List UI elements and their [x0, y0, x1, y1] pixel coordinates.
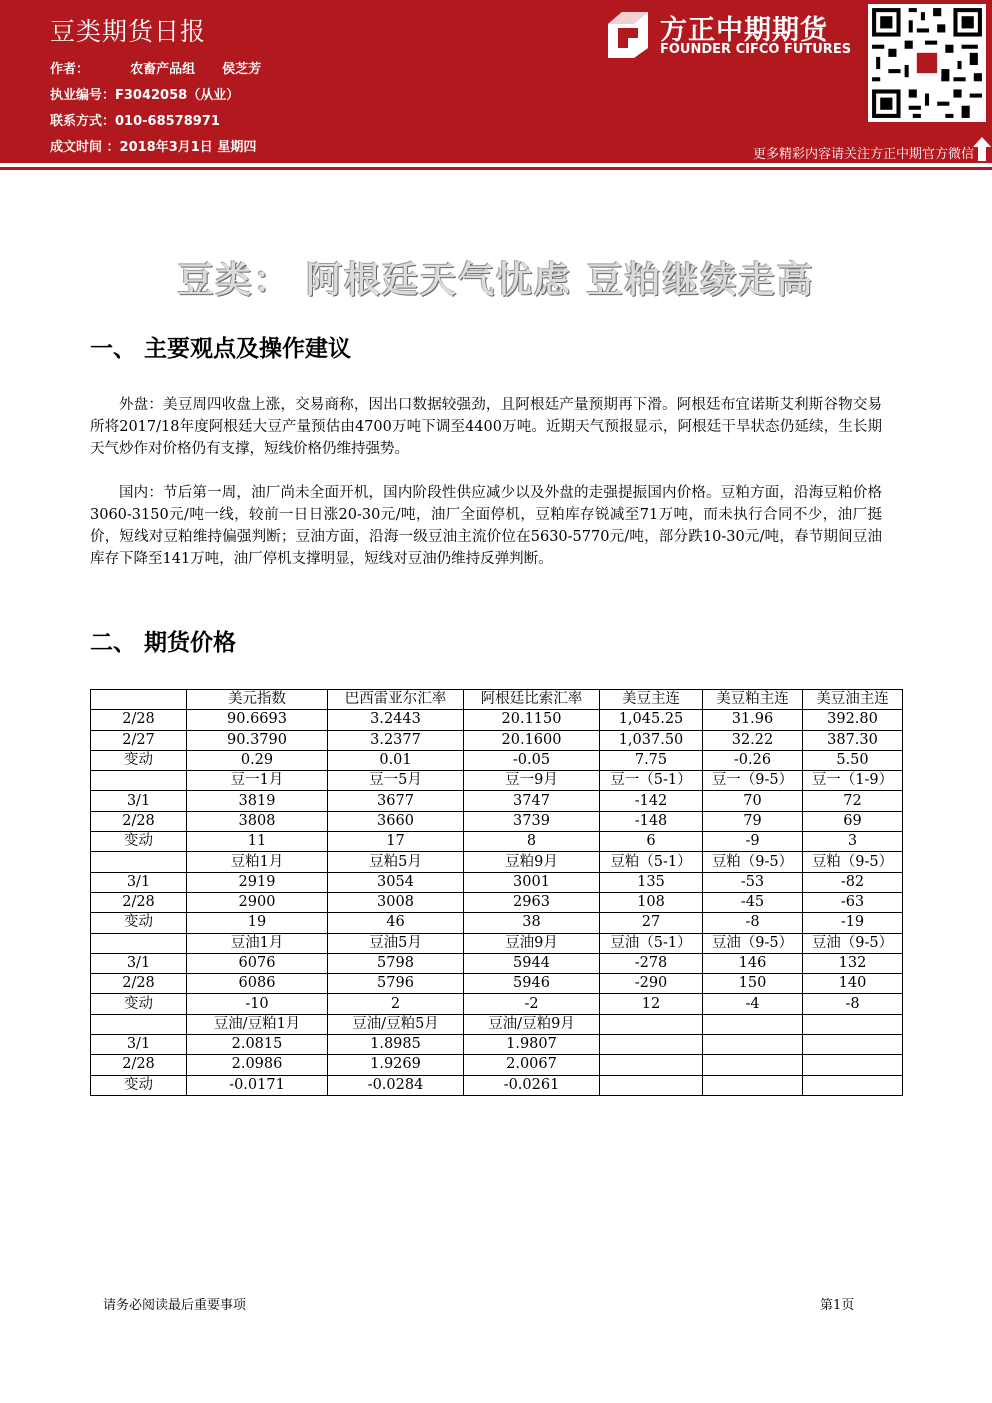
qr-code-icon	[868, 4, 986, 122]
table-cell: 豆粕9月	[464, 852, 600, 872]
table-row-label: 变动	[91, 832, 187, 852]
author-name: 侯芝芳	[222, 62, 262, 77]
table-cell	[600, 1075, 703, 1095]
table-cell	[803, 1055, 903, 1075]
wechat-follow-note: 更多精彩内容请关注方正中期官方微信	[752, 147, 974, 162]
table-cell: 0.01	[328, 750, 464, 770]
table-row-label: 3/1	[91, 953, 187, 973]
table-cell: 豆一（9-5）	[703, 771, 803, 791]
table-cell: -63	[803, 892, 903, 912]
table-cell: 豆一（5-1）	[600, 771, 703, 791]
table-cell: 132	[803, 953, 903, 973]
author-label: 作者：	[50, 62, 90, 77]
table-cell: -9	[703, 832, 803, 852]
table-cell: 387.30	[803, 730, 903, 750]
table-cell: 豆油（5-1）	[600, 933, 703, 953]
table-cell: 豆一1月	[187, 771, 328, 791]
table-cell: 豆粕5月	[328, 852, 464, 872]
table-cell	[703, 1014, 803, 1034]
table-row-label: 变动	[91, 913, 187, 933]
table-cell: -19	[803, 913, 903, 933]
table-row	[91, 690, 903, 710]
founder-logo-icon	[604, 10, 652, 60]
table-cell: 豆油9月	[464, 933, 600, 953]
table-cell: 20.1600	[464, 730, 600, 750]
table-cell: 5944	[464, 953, 600, 973]
table-cell: 17	[328, 832, 464, 852]
table-cell	[703, 1075, 803, 1095]
table-row-label: 3/1	[91, 791, 187, 811]
table-cell: -2	[464, 994, 600, 1014]
table-cell: 38	[464, 913, 600, 933]
table-cell: 3.2377	[328, 730, 464, 750]
table-cell: 2.0815	[187, 1035, 328, 1055]
main-title: 豆类： 阿根廷天气忧虑 豆粕继续走高	[177, 260, 815, 301]
table-cell: 阿根廷比索汇率	[464, 690, 600, 710]
table-cell: 美豆主连	[600, 690, 703, 710]
table-row	[91, 811, 903, 831]
table-row-label: 3/1	[91, 872, 187, 892]
table-row-label	[91, 690, 187, 710]
table-cell	[803, 1075, 903, 1095]
table-cell: -290	[600, 974, 703, 994]
table-cell	[703, 1055, 803, 1075]
table-cell: 392.80	[803, 710, 903, 730]
table-cell: 8	[464, 832, 600, 852]
table-row	[91, 913, 903, 933]
table-cell	[600, 1035, 703, 1055]
table-cell: -0.05	[464, 750, 600, 770]
table-cell: 1,037.50	[600, 730, 703, 750]
table-row-label	[91, 771, 187, 791]
table-cell: 6086	[187, 974, 328, 994]
table-cell: 79	[703, 811, 803, 831]
table-row	[91, 1014, 903, 1034]
table-cell: 豆油5月	[328, 933, 464, 953]
table-row-label: 2/28	[91, 892, 187, 912]
table-row	[91, 1055, 903, 1075]
table-cell	[600, 1014, 703, 1034]
table-cell: -45	[703, 892, 803, 912]
table-row	[91, 974, 903, 994]
table-cell: -4	[703, 994, 803, 1014]
table-cell: -82	[803, 872, 903, 892]
table-row-label: 2/27	[91, 730, 187, 750]
table-cell: 5.50	[803, 750, 903, 770]
table-row-label: 2/28	[91, 710, 187, 730]
table-cell: 72	[803, 791, 903, 811]
table-cell: 2.0067	[464, 1055, 600, 1075]
table-cell	[803, 1035, 903, 1055]
table-cell: 2	[328, 994, 464, 1014]
table-row-label: 2/28	[91, 974, 187, 994]
table-cell: 豆一5月	[328, 771, 464, 791]
table-cell: 豆油/豆粕9月	[464, 1014, 600, 1034]
table-cell	[803, 1014, 903, 1034]
section-heading-viewpoints: 一、 主要观点及操作建议	[90, 336, 352, 362]
license-line: 执业编号：F3042058（从业）	[50, 88, 240, 103]
table-cell: 1,045.25	[600, 710, 703, 730]
table-cell: 豆粕（9-5）	[703, 852, 803, 872]
table-cell: 11	[187, 832, 328, 852]
table-row	[91, 730, 903, 750]
table-cell: 5798	[328, 953, 464, 973]
table-cell: 7.75	[600, 750, 703, 770]
up-arrow-icon	[972, 135, 992, 163]
table-cell: 70	[703, 791, 803, 811]
table-cell: 美豆粕主连	[703, 690, 803, 710]
paragraph-domestic: 国内：节后第一周，油厂尚未全面开机，国内阶段性供应减少以及外盘的走强提振国内价格。豆粕方面，沿海豆粕价格3060-3150元/吨一线，较前一日日涨20-30元/吨，油厂全面停机，豆粕库存锐减至71万吨，而未执行合同不少，油厂挺价，短线对豆粕维持偏强判断；豆油方面，沿海一级豆油主流价位在5630-5770元/吨，部分跌10-30元/吨，春节期间豆油库存下降至141万吨，油厂停机支撑明显，短线对豆油仍维持反弹判断。	[90, 485, 882, 567]
table-cell: 5796	[328, 974, 464, 994]
table-row-label: 2/28	[91, 1055, 187, 1075]
table-row-label: 变动	[91, 1075, 187, 1095]
table-cell	[600, 1055, 703, 1075]
table-row	[91, 832, 903, 852]
table-cell: -142	[600, 791, 703, 811]
table-cell: 3808	[187, 811, 328, 831]
table-row	[91, 1035, 903, 1055]
table-cell: 美元指数	[187, 690, 328, 710]
table-cell: -0.0284	[328, 1075, 464, 1095]
table-cell: 豆油（9-5）	[803, 933, 903, 953]
table-cell: 3	[803, 832, 903, 852]
table-cell: 1.9269	[328, 1055, 464, 1075]
table-cell: 2919	[187, 872, 328, 892]
table-cell: 46	[328, 913, 464, 933]
table-cell: 豆粕（9-5）	[803, 852, 903, 872]
table-row	[91, 953, 903, 973]
table-cell: 豆油/豆粕5月	[328, 1014, 464, 1034]
table-cell: 3001	[464, 872, 600, 892]
table-cell: 美豆油主连	[803, 690, 903, 710]
table-cell: -278	[600, 953, 703, 973]
report-title: 豆类期货日报	[50, 17, 207, 46]
table-row-label: 2/28	[91, 811, 187, 831]
table-cell: 27	[600, 913, 703, 933]
table-cell: 90.6693	[187, 710, 328, 730]
table-cell: 19	[187, 913, 328, 933]
table-row	[91, 933, 903, 953]
table-cell: 3747	[464, 791, 600, 811]
footer-page-number: 第1页	[820, 1298, 855, 1313]
table-cell: 150	[703, 974, 803, 994]
table-row-label: 变动	[91, 750, 187, 770]
table-row-label: 变动	[91, 994, 187, 1014]
table-row	[91, 1075, 903, 1095]
table-cell: 6076	[187, 953, 328, 973]
table-cell: 90.3790	[187, 730, 328, 750]
table-cell: 3.2443	[328, 710, 464, 730]
table-cell: 2963	[464, 892, 600, 912]
table-cell: 12	[600, 994, 703, 1014]
founder-logo	[604, 6, 864, 62]
table-row	[91, 892, 903, 912]
table-cell: 豆一（1-9）	[803, 771, 903, 791]
table-cell: -53	[703, 872, 803, 892]
table-row-label	[91, 933, 187, 953]
section-heading-futures-prices: 二、 期货价格	[90, 630, 237, 656]
table-row	[91, 771, 903, 791]
logo-english-name: FOUNDER CIFCO FUTURES	[660, 42, 852, 57]
logo-chinese-name: 方正中期期货	[660, 15, 828, 46]
table-row	[91, 872, 903, 892]
table-cell	[703, 1035, 803, 1055]
author-group: 农畜产品组	[130, 62, 196, 77]
table-row-label: 3/1	[91, 1035, 187, 1055]
table-cell: 5946	[464, 974, 600, 994]
table-row-label	[91, 852, 187, 872]
contact-line: 联系方式：010-68578971	[50, 114, 220, 129]
table-cell: 6	[600, 832, 703, 852]
table-cell: 69	[803, 811, 903, 831]
table-cell: 0.29	[187, 750, 328, 770]
table-cell: 3677	[328, 791, 464, 811]
table-cell: 140	[803, 974, 903, 994]
table-cell: 2900	[187, 892, 328, 912]
report-header	[0, 0, 992, 163]
table-cell: 3819	[187, 791, 328, 811]
table-cell: 3660	[328, 811, 464, 831]
paragraph-overseas: 外盘：美豆周四收盘上涨，交易商称，因出口数据较强劲，且阿根廷产量预期再下滑。阿根廷布宜诺斯艾利斯谷物交易所将2017/18年度阿根廷大豆产量预估由4700万吨下调至4400万吨。近期天气预报显示，阿根廷干旱状态仍延续，生长期天气炒作对价格仍有支撑，短线价格仍维持强势。	[90, 397, 882, 457]
table-cell: -0.26	[703, 750, 803, 770]
table-cell: 135	[600, 872, 703, 892]
table-cell: 豆粕（5-1）	[600, 852, 703, 872]
table-cell: 豆油1月	[187, 933, 328, 953]
table-cell: 豆一9月	[464, 771, 600, 791]
table-cell: 3008	[328, 892, 464, 912]
table-cell: 1.8985	[328, 1035, 464, 1055]
date-line: 成文时间 ：2018年3月1日 星期四	[50, 140, 257, 155]
table-row	[91, 710, 903, 730]
table-cell: 豆油/豆粕1月	[187, 1014, 328, 1034]
table-cell: 豆油（9-5）	[703, 933, 803, 953]
table-row	[91, 791, 903, 811]
table-cell: -148	[600, 811, 703, 831]
table-cell: -0.0261	[464, 1075, 600, 1095]
table-cell: 31.96	[703, 710, 803, 730]
header-underline	[0, 167, 992, 170]
table-row	[91, 852, 903, 872]
table-cell: 1.9807	[464, 1035, 600, 1055]
table-row-label	[91, 1014, 187, 1034]
table-cell: 3739	[464, 811, 600, 831]
table-cell: 豆粕1月	[187, 852, 328, 872]
table-cell: -0.0171	[187, 1075, 328, 1095]
table-cell: 108	[600, 892, 703, 912]
table-row	[91, 994, 903, 1014]
table-cell: 32.22	[703, 730, 803, 750]
author-line	[50, 58, 261, 77]
table-cell: 20.1150	[464, 710, 600, 730]
table-cell: -10	[187, 994, 328, 1014]
table-cell: -8	[703, 913, 803, 933]
table-cell: -8	[803, 994, 903, 1014]
futures-price-table	[90, 689, 903, 1096]
table-cell: 2.0986	[187, 1055, 328, 1075]
table-cell: 3054	[328, 872, 464, 892]
table-cell: 146	[703, 953, 803, 973]
table-row	[91, 750, 903, 770]
footer-disclaimer: 请务必阅读最后重要事项	[103, 1298, 247, 1313]
table-cell: 巴西雷亚尔汇率	[328, 690, 464, 710]
